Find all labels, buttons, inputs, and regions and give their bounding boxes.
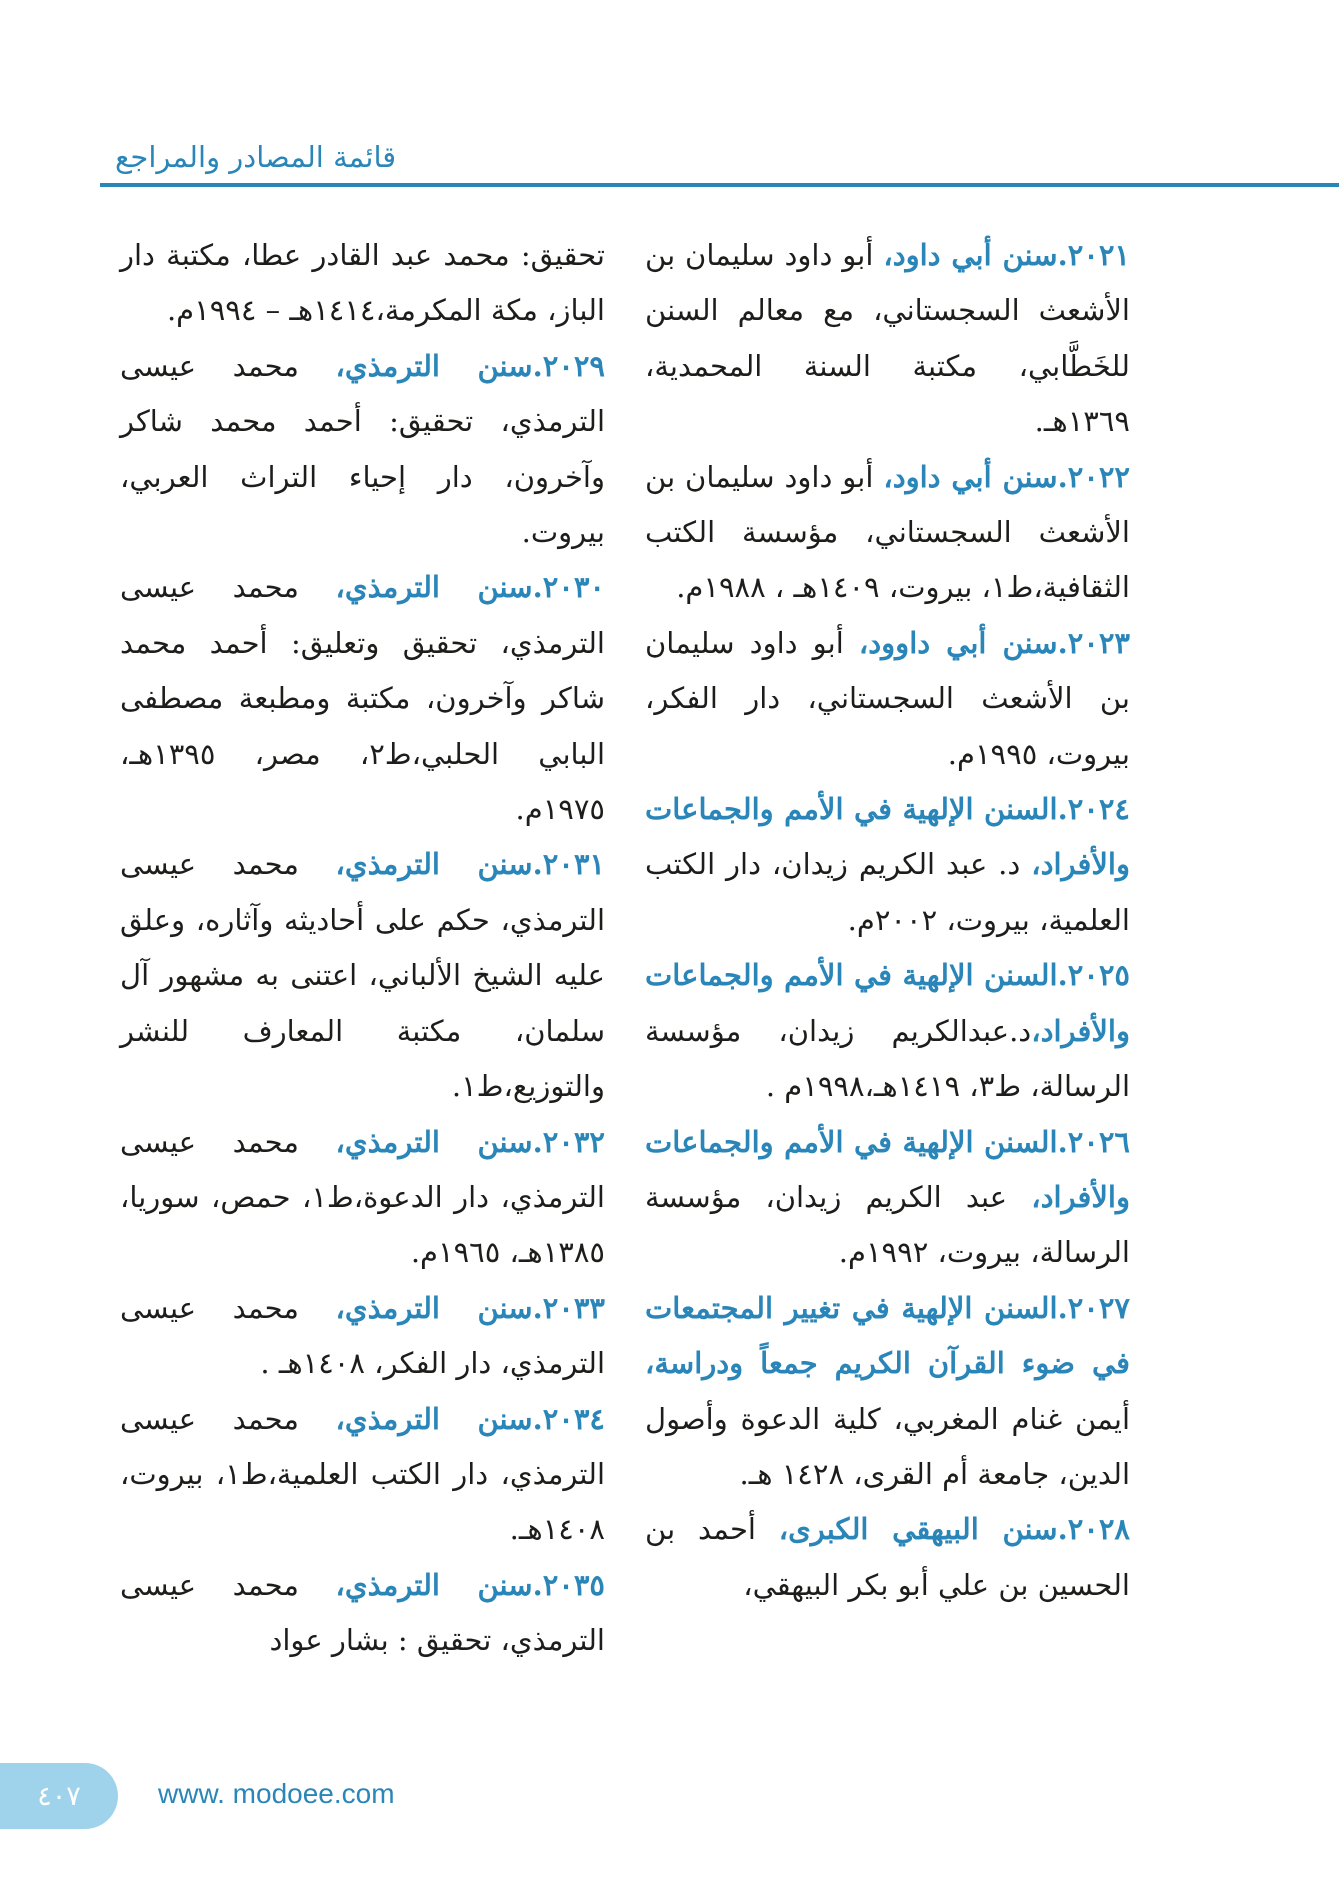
entry-title: سنن أبي داود،	[883, 238, 1058, 272]
reference-entry	[645, 450, 1130, 616]
right-column	[645, 228, 1130, 1613]
entry-number: ٢٠٢١.	[1057, 238, 1130, 272]
reference-entry	[120, 560, 605, 837]
entry-details: أحمد بن الحسين بن علي أبو بكر البيهقي،	[645, 1512, 1130, 1602]
entry-number: ٢٠٣٥.	[532, 1567, 605, 1602]
reference-entry	[645, 1115, 1130, 1281]
entry-details: د.عبدالكريم زيدان، مؤسسة الرسالة، ط٣، ١٤١٩هـ،١٩٩٨م .	[645, 1013, 1130, 1104]
entry-number: ٢٠٢٥.	[1057, 958, 1130, 993]
entry-title: السنن الإلهية في الأمم والجماعات والأفراد،	[645, 792, 1130, 882]
entry-title: سنن أبي داود،	[883, 459, 1058, 494]
entry-details: د. عبد الكريم زيدان، دار الكتب العلمية، بيروت، ٢٠٠٢م.	[645, 847, 1130, 937]
entry-title: سنن الترمذي،	[335, 1290, 533, 1325]
reference-entry	[120, 1392, 605, 1558]
entry-details: محمد عيسى الترمذي، دار الدعوة،ط١، حمص، سوريا، ١٣٨٥هـ، ١٩٦٥م.	[120, 1124, 605, 1270]
entry-number: ٢٠٣٤.	[532, 1401, 605, 1436]
reference-entry	[645, 948, 1130, 1114]
entry-number: ٢٠٢٦.	[1057, 1124, 1130, 1159]
entry-title: سنن أبي داوود،	[858, 625, 1058, 660]
entry-details: عبد الكريم زيدان، مؤسسة الرسالة، بيروت، ١٩٩٢م.	[645, 1179, 1130, 1270]
reference-entry	[645, 1502, 1130, 1613]
entry-title: سنن الترمذي،	[335, 1567, 533, 1602]
header-divider	[100, 183, 1339, 187]
entry-details: محمد عيسى الترمذي، حكم على أحاديثه وآثاره، وعلق عليه الشيخ الألباني، اعتنى به مشهور آل سلمان، مكتبة المعارف للنشر والتوزيع،ط١.	[120, 847, 605, 1104]
reference-entry	[120, 1115, 605, 1281]
entry-number: ٢٠٢٩.	[532, 348, 605, 383]
entry-details: محمد عيسى الترمذي، دار الكتب العلمية،ط١، بيروت، ١٤٠٨هـ.	[120, 1401, 605, 1547]
entry-number: ٢٠٢٢.	[1057, 459, 1130, 494]
entry-details: محمد عيسى الترمذي، تحقيق وتعليق: أحمد محمد شاكر وآخرون، مكتبة ومطبعة مصطفى البابي الحلبي،ط٢، مصر، ١٣٩٥هـ، ١٩٧٥م.	[120, 570, 606, 827]
entry-title: سنن الترمذي،	[335, 847, 533, 882]
entry-title: السنن الإلهية في الأمم والجماعات والأفراد،	[645, 958, 1130, 1048]
page-number-badge	[0, 1763, 118, 1829]
entry-number: ٢٠٢٤.	[1057, 792, 1130, 827]
entry-number: ٢٠٢٧.	[1057, 1290, 1130, 1325]
entry-details: أبو داود سليمان بن الأشعث السجستاني، مع معالم السنن للخَطَّابي، مكتبة السنة المحمدية، ١٣٦٩هـ.	[645, 238, 1130, 439]
entry-title: السنن الإلهية في تغيير المجتمعات في ضوء القرآن الكريم جمعاً ودراسة،	[645, 1290, 1130, 1381]
entry-title: سنن الترمذي،	[335, 348, 533, 383]
reference-entry	[120, 1281, 605, 1392]
reference-entry	[645, 1281, 1130, 1503]
reference-entry	[120, 1558, 605, 1669]
website-link[interactable]: www. modoee.com	[158, 1778, 395, 1809]
reference-entry	[645, 782, 1130, 948]
entry-title: سنن الترمذي،	[335, 1401, 533, 1436]
entry-details: محمد عيسى الترمذي، تحقيق : بشار عواد	[120, 1567, 605, 1658]
entry-details: أيمن غنام المغربي، كلية الدعوة وأصول الدين، جامعة أم القرى، ١٤٢٨ هـ.	[645, 1401, 1130, 1491]
entry-number: ٢٠٣١.	[532, 847, 605, 882]
entry-title: سنن الترمذي،	[335, 1124, 533, 1159]
entry-number: ٢٠٣٢.	[532, 1124, 605, 1159]
entry-number: ٢٠٢٣.	[1057, 625, 1130, 660]
page-header-title: قائمة المصادر والمراجع	[115, 140, 397, 174]
entry-details: أبو داود سليمان بن الأشعث السجستاني، مؤسسة الكتب الثقافية،ط١، بيروت، ١٤٠٩هـ ، ١٩٨٨م.	[645, 459, 1130, 605]
left-column	[120, 228, 605, 1669]
entry-details: محمد عيسى الترمذي، تحقيق: أحمد محمد شاكر وآخرون، دار إحياء التراث العربي، بيروت.	[120, 348, 605, 550]
entry-continuation: تحقيق: محمد عبد القادر عطا، مكتبة دار الباز، مكة المكرمة،١٤١٤هـ – ١٩٩٤م.	[120, 238, 605, 328]
reference-entry	[120, 339, 605, 561]
entry-title: السنن الإلهية في الأمم والجماعات والأفراد،	[645, 1124, 1130, 1214]
entry-title: سنن البيهقي الكبرى،	[778, 1512, 1058, 1547]
entry-details: أبو داود سليمان بن الأشعث السجستاني، دار الفكر، بيروت، ١٩٩٥م.	[645, 625, 1130, 771]
page-number: ٤٠٧	[37, 1780, 81, 1812]
entry-details: محمد عيسى الترمذي، دار الفكر، ١٤٠٨هـ .	[120, 1290, 605, 1381]
reference-entry	[645, 228, 1130, 450]
entry-number: ٢٠٣٠.	[532, 570, 605, 605]
entry-number: ٢٠٣٣.	[532, 1290, 605, 1325]
reference-entry	[645, 616, 1130, 782]
entry-title: سنن الترمذي،	[335, 570, 533, 605]
entry-number: ٢٠٢٨.	[1057, 1512, 1130, 1547]
reference-entry	[120, 837, 605, 1114]
